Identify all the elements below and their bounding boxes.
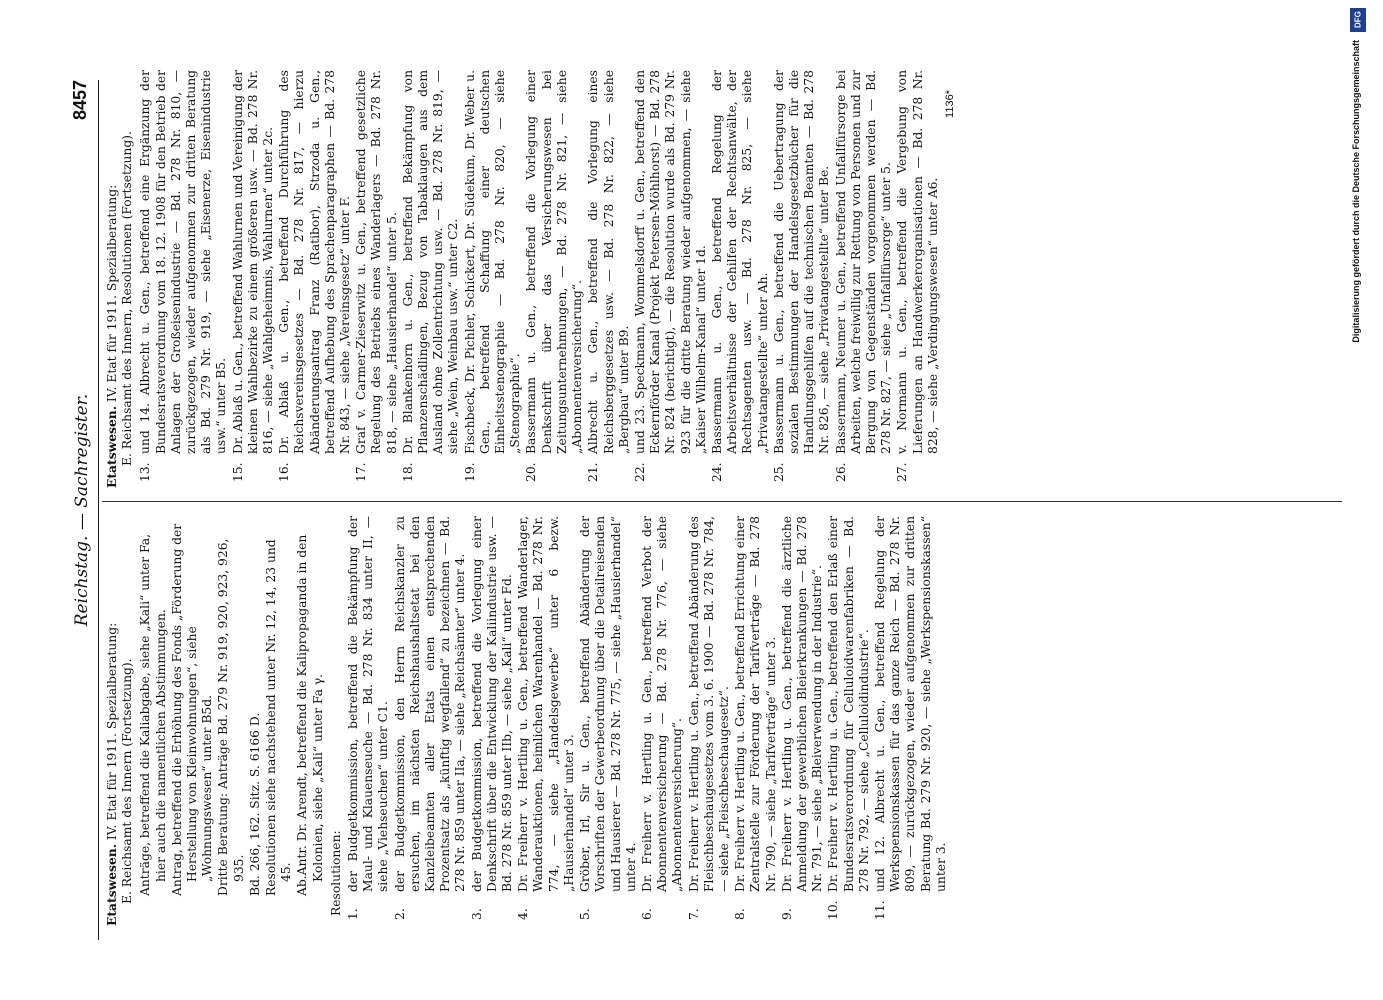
right-resolution-list xyxy=(138,70,941,488)
resolution-item xyxy=(633,70,709,488)
item-text: Dr. Ablaß u. Gen., betreffend Wahlurnen und Vereinigung der kleinen Wahlbezirke zu einem größeren usw. — Bd. 278 Nr. 816, — siehe „Wahlgeheimnis, Wahlurnen“ unter 2c. xyxy=(230,70,276,454)
item-text: Dr. Blankenhorn u. Gen., betreffend Bekämpfung von Pflanzenschädlingen, Bezug von Tabaklaugen aus dem Ausland ohne Zollentrichtung usw. — Bd. 278 Nr. 819, — siehe „Wein, Weinbau usw.“ unter C2. xyxy=(400,70,461,454)
resolution-item xyxy=(780,516,826,926)
resolution-item xyxy=(401,70,462,488)
item-number: 11. xyxy=(872,900,887,920)
item-number: 8. xyxy=(733,908,748,920)
resolution-item xyxy=(231,70,277,488)
item-text: Fischbeck, Dr. Pichler, Schickert, Dr. Südekum, Dr. Weber u. Gen., betreffend Schaffung einer deutschen Einheitsstenographie — Bd. 278 Nr. 820, — siehe „Stenographie“. xyxy=(462,70,523,454)
dfg-credit xyxy=(1349,0,1367,1000)
item-text: Dr. Ablaß u. Gen., betreffend Durchführung des Reichsvereinsgesetzes — Bd. 278 Nr. 817, — hierzu Abänderungsantrag Franz (Ratibor), Strzoda u. Gen., betreffend Aufhebung des Sprachenparagraphen — Bd. 278 Nr. 843, — siehe „Vereinsgesetz“ unter F. xyxy=(277,70,353,454)
heading-line-1: IV. Etat für 1911. Spezialberatung: xyxy=(105,184,119,403)
item-text: Dr. Freiherr v. Hertling u. Gen., betreffend die ärztliche Anmeldung der gewerblichen Bleierkrankungen — Bd. 278 Nr. 791, — siehe „Bleiverwendung in der Industrie“. xyxy=(779,516,825,892)
register-entry: Ab.Antr. Dr. Arendt, betreffend die Kalipropaganda in den Kolonien, siehe „Kali“ unter Fa γ. xyxy=(295,534,325,896)
resolution-item xyxy=(834,70,895,488)
item-text: Bassermann, Neumer u. Gen., betreffend Unfallfürsorge bei Arbeiten, welche freiwillig zur Rettung von Personen und zur Bergung von Gegenständen vorgenommen werden — Bd. 278 Nr. 827, — siehe „Unfallfürsorge“ unter 5. xyxy=(833,70,894,454)
item-number: 16. xyxy=(277,462,292,482)
item-text: v. Normann u. Gen., betreffend die Vergebung von Lieferungen an Handwerkerorganisationen — Bd. 278 Nr. 828, — siehe „Verdingungswesen“ unter A6. xyxy=(895,70,940,454)
item-text: und 14. Albrecht u. Gen., betreffend eine Ergänzung der Bundesratsverordnung vom 18. 12. 1908 für den Betrieb der Anlagen der Großeisenindustrie — Bd. 278 Nr. 810, — zurückgezogen, wieder aufgenommen zur dritten Beratung als Bd. 279 Nr. 919, — siehe „Eisenerze, Eisenindustrie usw.“ unter B5. xyxy=(138,70,229,454)
item-number: 9. xyxy=(779,908,794,920)
item-text: Albrecht u. Gen., betreffend die Vorlegung eines Reichsberggesetzes usw. — Bd. 278 Nr. 822, — siehe „Bergbau“ unter B9. xyxy=(586,70,631,454)
item-number: 21. xyxy=(586,462,601,482)
item-number: 10. xyxy=(826,900,841,920)
resolution-item xyxy=(687,516,733,926)
resolution-item xyxy=(470,516,516,926)
item-number: 22. xyxy=(632,462,647,482)
resolution-item xyxy=(586,70,632,488)
item-number: 27. xyxy=(895,462,910,482)
item-number: 7. xyxy=(686,908,701,920)
resolution-item xyxy=(710,70,771,488)
resolution-item xyxy=(772,70,833,488)
running-title: Reichstag. — Sachregister. xyxy=(72,393,92,627)
signature-mark: 1136* xyxy=(943,90,956,118)
resolution-item xyxy=(516,516,577,926)
heading-line-2: E. Reichsamt des Innern (Fortsetzung). xyxy=(120,658,135,904)
item-text: Graf v. Carmer-Zieserwitz u. Gen., betreffend gesetzliche Regelung des Betriebs eines Wanderlagers — Bd. 278 Nr. 818, — siehe „Hausierhandel“ unter 5. xyxy=(354,70,399,454)
left-entries xyxy=(138,516,325,926)
register-entry: Bd. 266, 162. Sitz. S. 6166 D. xyxy=(247,712,262,896)
heading-line-1: IV. Etat für 1911. Spezialberatung: xyxy=(105,622,119,841)
register-entry: Resolutionen siehe nachstehend unter Nr. 12, 14, 23 und 45. xyxy=(264,539,294,896)
register-entry: Antrag, betreffend die Erhöhung des Fonds „Förderung der Herstellung von Kleinwohnungen“, siehe „Wohnungswesen“ unter B5d. xyxy=(169,523,215,896)
right-column-heading xyxy=(104,70,135,488)
left-column-heading xyxy=(104,516,135,926)
dfg-credit-text: Digitalisierung gefördert durch die Deutsche Forschungsgemeinschaft xyxy=(1351,40,1361,343)
item-text: der Budgetkommission, den Herrn Reichskanzler zu ersuchen, im nächsten Reichshaushaltsetat bei den Kanzleibeamten aller Etats einen entsprechenden Prozentsatz als „künftig wegfallend“ zu bezeichnen — Bd. 278 Nr. 859 unter IIa, — siehe „Reichsämter“ unter 4. xyxy=(392,516,468,892)
right-column xyxy=(104,70,1344,488)
item-number: 19. xyxy=(462,462,477,482)
resolution-item xyxy=(733,516,779,926)
item-number: 20. xyxy=(524,462,539,482)
item-text: und 23. Speckmann, Wommelsdorff u. Gen., betreffend den Eckernförder Kanal (Projekt Petersen-Möhlhorst) — Bd. 278 Nr. 824 (berichtigt), — die Resolution wurde als Bd. 279 Nr. 923 für die dritte Beratung wieder aufgenommen, — siehe „Kaiser Wilhelm-Kanal“ unter 1d. xyxy=(632,70,708,454)
resolution-item xyxy=(524,70,585,488)
item-text: Dr. Freiherr v. Hertling u. Gen., betreffend Abänderung des Fleischbeschaugesetzes vom 3. 6. 1900 — Bd. 278 Nr. 784, — siehe „Fleischbeschaugesetz“. xyxy=(686,516,731,892)
column-divider xyxy=(102,501,1342,502)
resolution-item xyxy=(873,516,949,926)
resolution-item xyxy=(138,70,229,488)
left-resolution-list xyxy=(346,516,949,926)
page-header xyxy=(68,80,99,940)
item-number: 24. xyxy=(709,462,724,482)
resolution-item xyxy=(640,516,686,926)
resolution-item xyxy=(393,516,469,926)
resolution-item xyxy=(354,70,400,488)
resolution-item xyxy=(578,516,639,926)
item-text: und 12. Albrecht u. Gen., betreffend Regelung der Werkspensionskassen für das ganze Reich — Bd. 278 Nr. 809, — zurückgezogen, wieder aufgenommen zur dritten Beratung Bd. 279 Nr. 920, — siehe „Werkspensionskassen“ unter 3. xyxy=(872,516,948,892)
page-number: 8457 xyxy=(70,80,90,121)
dfg-logo: DFG xyxy=(1350,8,1366,32)
item-number: 17. xyxy=(354,462,369,482)
resolution-item xyxy=(463,70,524,488)
item-number: 25. xyxy=(771,462,786,482)
item-text: Dr. Freiherr v. Hertling u. Gen., betreffend Verbot der Abonnentenversicherung — Bd. 278 Nr. 776, — siehe „Abonnentenversicherung“. xyxy=(639,516,685,892)
item-number: 1. xyxy=(346,908,361,920)
register-entry: Anträge, betreffend die Kaliabgabe, siehe „Kali“ unter Fa, hier auch die namentlichen Abstimmungen. xyxy=(138,534,168,896)
resolution-item xyxy=(346,516,392,926)
resolutions-title: Resolutionen: xyxy=(328,830,343,916)
item-number: 2. xyxy=(392,908,407,920)
item-text: Gröber, Irl, Sir u. Gen., betreffend Abänderung der Vorschriften der Gewerbeordnung über die Detailreisenden und Hausierer — Bd. 278 Nr. 775, — siehe „Hausierhandel“ unter 4. xyxy=(578,516,638,892)
heading-line-2: E. Reichsamt des Innern, Resolutionen (Fortsetzung). xyxy=(120,131,135,466)
item-number: 3. xyxy=(469,908,484,920)
item-text: Bassermann u. Gen., betreffend die Uebertragung der sozialen Bestimmungen der Handelsgesetzbücher für die Handlungsgehilfen auf die technischen Beamten — Bd. 278 Nr. 826, — siehe „Privatangestellte“ unter Be. xyxy=(771,70,832,454)
item-number: 5. xyxy=(578,908,593,920)
resolution-item xyxy=(895,70,941,488)
item-number: 6. xyxy=(639,908,654,920)
item-number: 18. xyxy=(400,462,415,482)
resolution-item xyxy=(277,70,353,488)
item-text: Dr. Freiherr v. Hertling u. Gen., betreffend Wanderlager, Wanderauktionen, heimlichen Warenhandel — Bd. 278 Nr. 774, — siehe „Handelsgewerbe“ unter 6 bezw. „Hausierhandel“ unter 3. xyxy=(516,516,576,892)
left-column xyxy=(104,516,1344,926)
item-number: 13. xyxy=(138,462,153,482)
item-text: Bassermann u. Gen., betreffend Regelung der Arbeitsverhältnisse der Gehilfen der Rechtsanwälte, der Rechtsagenten usw. — Bd. 278 Nr. 825, — siehe „Privatangestellte“ unter Ah. xyxy=(709,70,770,454)
heading-keyword: Etatswesen. xyxy=(104,405,119,488)
item-text: Dr. Freiherr v. Hertling u. Gen., betreffend den Erlaß einer Bundesratsverordnung für Celluloidwarenfabriken — Bd. 278 Nr. 792, — siehe „Celluloidindustrie“. xyxy=(826,516,871,892)
resolution-item xyxy=(826,516,872,926)
heading-keyword: Etatswesen. xyxy=(104,843,119,926)
item-text: der Budgetkommission, betreffend die Vorlegung einer Denkschrift über die Entwicklung der Kaliindustrie usw. — Bd. 278 Nr. 859 unter IIb, — siehe „Kali“ unter Fd. xyxy=(469,516,515,892)
register-entry: Dritte Beratung: Anträge Bd. 279 Nr. 919, 920, 923, 926, 935. xyxy=(216,538,246,896)
item-text: Dr. Freiherr v. Hertling u. Gen., betreffend Errichtung einer Zentralstelle zur Förderung der Tarifverträge — Bd. 278 Nr. 790, — siehe „Tarifverträge“ unter 3. xyxy=(733,516,778,892)
item-text: der Budgetkommission, betreffend die Bekämpfung der Maul- und Klauenseuche — Bd. 278 Nr. 834 unter II, — siehe „Viehseuchen“ unter C1. xyxy=(346,516,391,892)
item-number: 4. xyxy=(516,908,531,920)
item-number: 15. xyxy=(230,462,245,482)
item-number: 26. xyxy=(833,462,848,482)
item-text: Bassermann u. Gen., betreffend die Vorlegung einer Denkschrift über das Versicherungswesen bei Zeitungsunternehmungen, — Bd. 278 Nr. 821, — siehe „Abonnentenversicherung“. xyxy=(524,70,585,454)
